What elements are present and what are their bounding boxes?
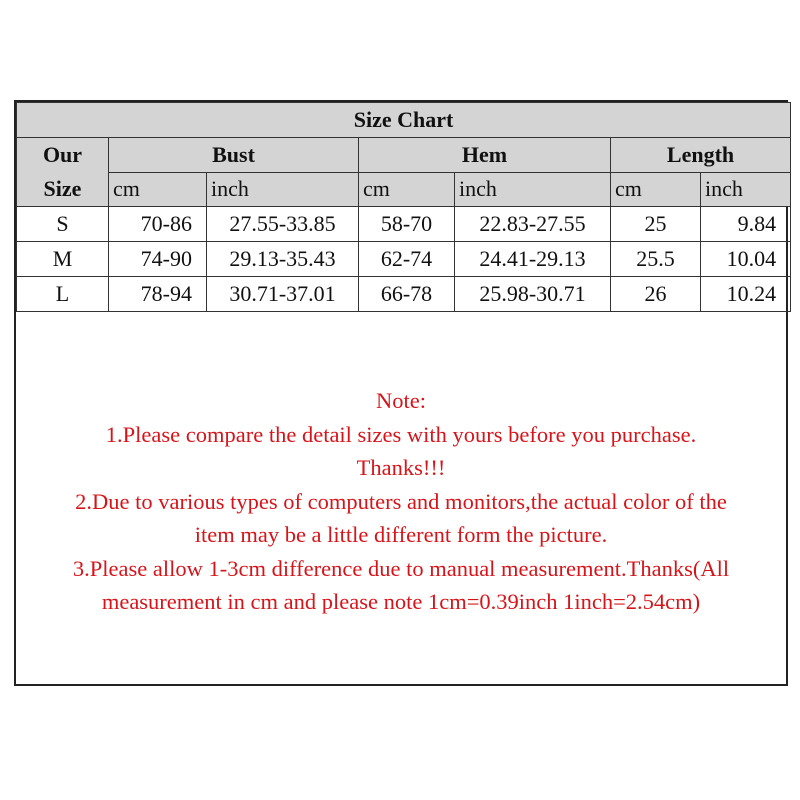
- size-header-line2: Size: [43, 176, 82, 201]
- length-cm-cell: 26: [611, 277, 701, 312]
- hem-cm-cell: 62-74: [359, 242, 455, 277]
- unit-bust-inch: inch: [207, 172, 359, 207]
- hem-cm-cell: 58-70: [359, 207, 455, 242]
- length-inch-cell: 10.24: [701, 277, 791, 312]
- note-line: measurement in cm and please note 1cm=0.39inch 1inch=2.54cm): [101, 589, 701, 614]
- length-cm-cell: 25: [611, 207, 701, 242]
- unit-bust-cm: cm: [109, 172, 207, 207]
- bust-inch-cell: 30.71-37.01: [207, 277, 359, 312]
- note-line: Thanks!!!: [356, 455, 446, 480]
- note-line: item may be a little different form the picture.: [194, 522, 608, 547]
- bust-cm-cell: 70-86: [109, 207, 207, 242]
- unit-length-inch: inch: [701, 172, 791, 207]
- unit-length-cm: cm: [611, 172, 701, 207]
- bust-cm-cell: 78-94: [109, 277, 207, 312]
- bust-inch-cell: 27.55-33.85: [207, 207, 359, 242]
- size-cell: L: [17, 277, 109, 312]
- length-cm-cell: 25.5: [611, 242, 701, 277]
- note-line: 2.Due to various types of computers and monitors,the actual color of the: [75, 488, 727, 514]
- length-inch-cell: 10.04: [701, 242, 791, 277]
- length-header: Length: [611, 138, 791, 173]
- size-column-header: [17, 138, 109, 207]
- size-chart-table: [16, 102, 791, 312]
- size-header-line1: Our: [42, 142, 83, 167]
- table-title: Size Chart: [17, 103, 791, 138]
- bust-header: Bust: [109, 138, 359, 173]
- note-line: 3.Please allow 1-3cm difference due to manual measurement.Thanks(All: [72, 555, 730, 581]
- table-row: [17, 242, 791, 277]
- bust-cm-cell: 74-90: [109, 242, 207, 277]
- note-line: 1.Please compare the detail sizes with yours before you purchase.: [105, 421, 697, 447]
- hem-inch-cell: 24.41-29.13: [455, 242, 611, 277]
- hem-cm-cell: 66-78: [359, 277, 455, 312]
- table-row: [17, 207, 791, 242]
- size-chart-sheet: [14, 100, 788, 686]
- size-cell: M: [17, 242, 109, 277]
- hem-inch-cell: 25.98-30.71: [455, 277, 611, 312]
- note-heading: Note:: [376, 388, 426, 413]
- table-row: [17, 277, 791, 312]
- note-block: [16, 384, 786, 619]
- length-inch-cell: 9.84: [701, 207, 791, 242]
- unit-hem-cm: cm: [359, 172, 455, 207]
- hem-inch-cell: 22.83-27.55: [455, 207, 611, 242]
- unit-hem-inch: inch: [455, 172, 611, 207]
- hem-header: Hem: [359, 138, 611, 173]
- size-cell: S: [17, 207, 109, 242]
- bust-inch-cell: 29.13-35.43: [207, 242, 359, 277]
